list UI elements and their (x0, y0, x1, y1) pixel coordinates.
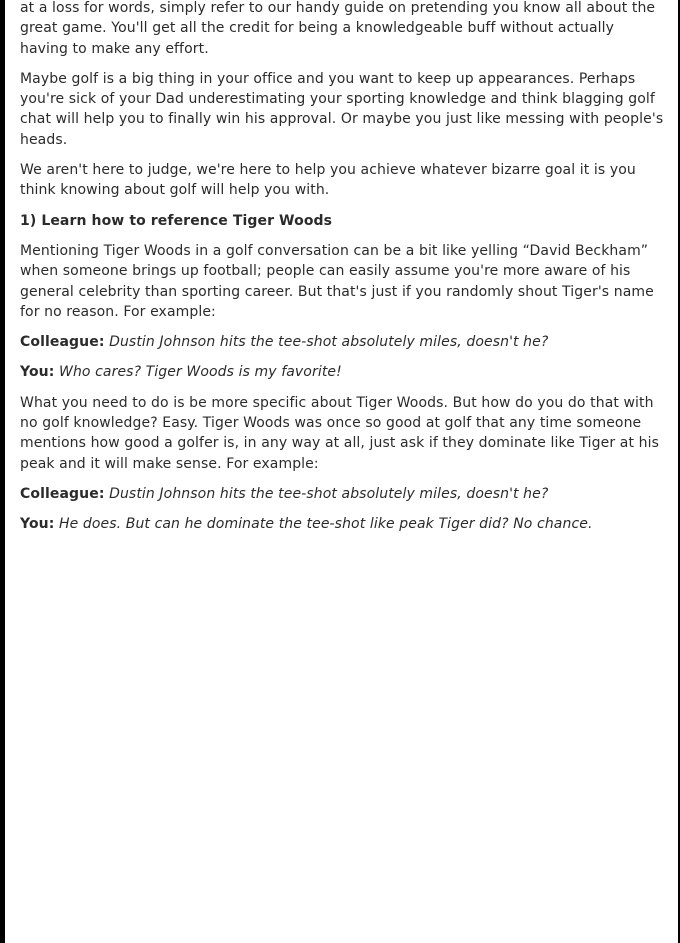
tiger-paragraph: Mentioning Tiger Woods in a golf conversation can be a bit like yelling “David Beckham” when someone brings up football; people can easily assume you're more aware of his general celebrity than sporting career. But that's just if you randomly shout Tiger's name for no reason. For example: (20, 242, 654, 320)
dialogue-line (20, 484, 665, 504)
dialogue-line (20, 514, 665, 534)
speaker-label: You: (20, 516, 55, 533)
specific-paragraph: What you need to do is be more specific about Tiger Woods. But how do you do that with no golf knowledge? Easy. Tiger Woods was once so good at golf that any time someone mentions how good a golfer is, in any way at all, just ask if they dominate like Tiger at his peak and it will make sense. For example: (20, 394, 659, 472)
dialogue-line (20, 362, 665, 382)
dialogue-line (20, 332, 665, 352)
judge-paragraph: We aren't here to judge, we're here to help you achieve whatever bizarre goal it is you think knowing about golf will help you with. (20, 162, 636, 199)
article-body (20, 0, 665, 545)
dialogue-quote: Dustin Johnson hits the tee-shot absolutely miles, doesn't he? (109, 485, 549, 502)
speaker-label: Colleague: (20, 334, 105, 351)
intro-paragraph: at a loss for words, simply refer to our handy guide on pretending you know all about the great game. You'll get all the credit for being a knowledgeable buff without actually having to make any effort. (20, 0, 656, 57)
speaker-label: You: (20, 364, 55, 381)
section-heading: 1) Learn how to reference Tiger Woods (20, 212, 333, 229)
left-border (0, 0, 5, 943)
office-paragraph: Maybe golf is a big thing in your office and you want to keep up appearances. Perhaps you're sick of your Dad underestimating your sporting knowledge and think blagging golf chat will help you to finally win his approval. Or maybe you just like messing with people's heads. (20, 70, 664, 148)
dialogue-quote: He does. But can he dominate the tee-shot like peak Tiger did? No chance. (59, 516, 593, 533)
speaker-label: Colleague: (20, 485, 105, 502)
dialogue-quote: Who cares? Tiger Woods is my favorite! (59, 364, 342, 381)
dialogue-quote: Dustin Johnson hits the tee-shot absolutely miles, doesn't he? (109, 334, 549, 351)
